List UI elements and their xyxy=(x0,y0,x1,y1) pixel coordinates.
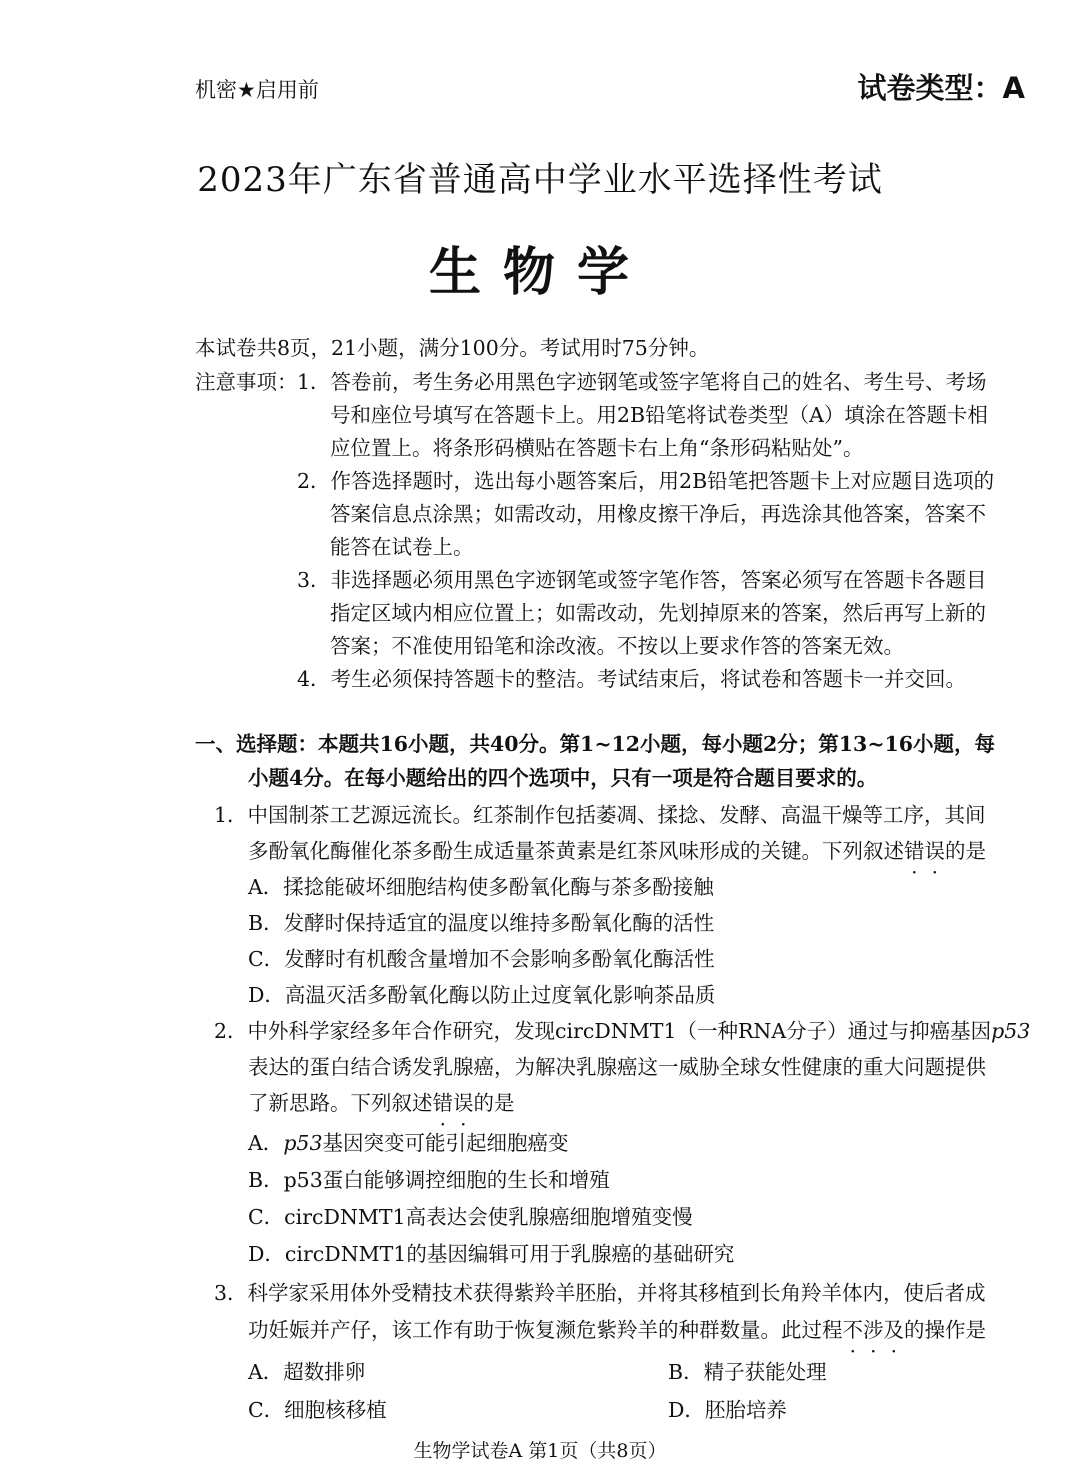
emphasis-char: 误 xyxy=(924,839,945,863)
section-header-line-1: 一、选择题：本题共16小题，共40分。第1~12小题，每小题2分；第13~16小题，每 xyxy=(195,732,996,756)
q1-stem-line-1: 1．中国制茶工艺源远流长。红茶制作包括萎凋、揉捻、发酵、高温干燥等工序，其间 xyxy=(214,803,986,827)
note-2-line-1: 2．作答选择题时，选出每小题答案后，用2B铅笔把答题卡上对应题目选项的 xyxy=(297,469,995,493)
q3-option-a: A．超数排卵 xyxy=(248,1360,366,1384)
section-header-line-2: 小题4分。在每小题给出的四个选项中，只有一项是符合题目要求的。 xyxy=(248,766,878,790)
page-footer: 生物学试卷A 第1页（共8页） xyxy=(413,1440,667,1462)
q2-option-a: A．p53基因突变可能引起细胞癌变 xyxy=(248,1131,569,1155)
emphasis-char: 不 xyxy=(842,1318,863,1342)
note-3-line-2: 指定区域内相应位置上；如需改动，先划掉原来的答案，然后再写上新的 xyxy=(330,601,986,625)
gene-name: p53 xyxy=(283,1131,323,1155)
exam-title: 2023年广东省普通高中学业水平选择性考试 xyxy=(197,160,883,200)
q2-stem-line-2: 表达的蛋白结合诱发乳腺癌，为解决乳腺癌这一威胁全球女性健康的重大问题提供 xyxy=(248,1055,986,1079)
q2-option-c: C．circDNMT1高表达会使乳腺癌细胞增殖变慢 xyxy=(248,1205,693,1229)
q1-option-b: B．发酵时保持适宜的温度以维持多酚氧化酶的活性 xyxy=(248,911,715,935)
note-1-line-3: 应位置上。将条形码横贴在答题卡右上角“条形码粘贴处”。 xyxy=(330,436,864,460)
q3-option-c: C．细胞核移植 xyxy=(248,1398,387,1422)
q1-option-a: A．揉捻能破坏细胞结构使多酚氧化酶与茶多酚接触 xyxy=(248,875,714,899)
emphasis-char: 错 xyxy=(904,839,925,863)
subject-title: 生物学 xyxy=(428,243,651,303)
note-2-line-3: 能答在试卷上。 xyxy=(330,535,474,559)
q3-stem-line-2: 功妊娠并产仔，该工作有助于恢复濒危紫羚羊的种群数量。此过程不涉及的操作是 xyxy=(248,1318,986,1342)
note-1-line-1: 1．答卷前，考生务必用黑色字迹钢笔或签字笔将自己的姓名、考生号、考场 xyxy=(297,370,987,394)
q1-option-c: C．发酵时有机酸含量增加不会影响多酚氧化酶活性 xyxy=(248,947,715,971)
q2-option-d: D．circDNMT1的基因编辑可用于乳腺癌的基础研究 xyxy=(248,1242,735,1266)
exam-intro: 本试卷共8页，21小题，满分100分。考试用时75分钟。 xyxy=(195,336,710,360)
q2-stem-line-1: 2．中外科学家经多年合作研究，发现circDNMT1（一种RNA分子）通过与抑癌基因p53 xyxy=(214,1019,1031,1043)
emphasis-char: 及 xyxy=(883,1318,904,1342)
q2-stem-line-3: 了新思路。下列叙述错误的是 xyxy=(248,1091,515,1115)
q3-stem-line-1: 3．科学家采用体外受精技术获得紫羚羊胚胎，并将其移植到长角羚羊体内，使后者成 xyxy=(214,1281,986,1305)
emphasis-char: 涉 xyxy=(863,1318,884,1342)
q3-option-b: B．精子获能处理 xyxy=(668,1360,827,1384)
gene-name: p53 xyxy=(991,1019,1031,1043)
notes-label: 注意事项： xyxy=(195,370,298,394)
q1-option-d: D．高温灭活多酚氧化酶以防止过度氧化影响茶品质 xyxy=(248,983,716,1007)
confidential-label: 机密★启用前 xyxy=(195,78,319,102)
q1-stem-line-2: 多酚氧化酶催化茶多酚生成适量茶黄素是红茶风味形成的关键。下列叙述错误的是 xyxy=(248,839,986,863)
note-3-line-3: 答案；不准使用铅笔和涂改液。不按以上要求作答的答案无效。 xyxy=(330,634,904,658)
note-3-line-1: 3．非选择题必须用黑色字迹钢笔或签字笔作答，答案必须写在答题卡各题目 xyxy=(297,568,987,592)
note-4: 4．考生必须保持答题卡的整洁。考试结束后，将试卷和答题卡一并交回。 xyxy=(297,667,967,691)
q3-option-d: D．胚胎培养 xyxy=(668,1398,787,1422)
note-1-line-2: 号和座位号填写在答题卡上。用2B铅笔将试卷类型（A）填涂在答题卡相 xyxy=(330,403,988,427)
emphasis-char: 错 xyxy=(432,1091,453,1115)
emphasis-char: 误 xyxy=(453,1091,474,1115)
note-2-line-2: 答案信息点涂黑；如需改动，用橡皮擦干净后，再选涂其他答案，答案不 xyxy=(330,502,986,526)
paper-type-label: 试卷类型：A xyxy=(857,71,1025,105)
q2-option-b: B．p53蛋白能够调控细胞的生长和增殖 xyxy=(248,1168,610,1192)
